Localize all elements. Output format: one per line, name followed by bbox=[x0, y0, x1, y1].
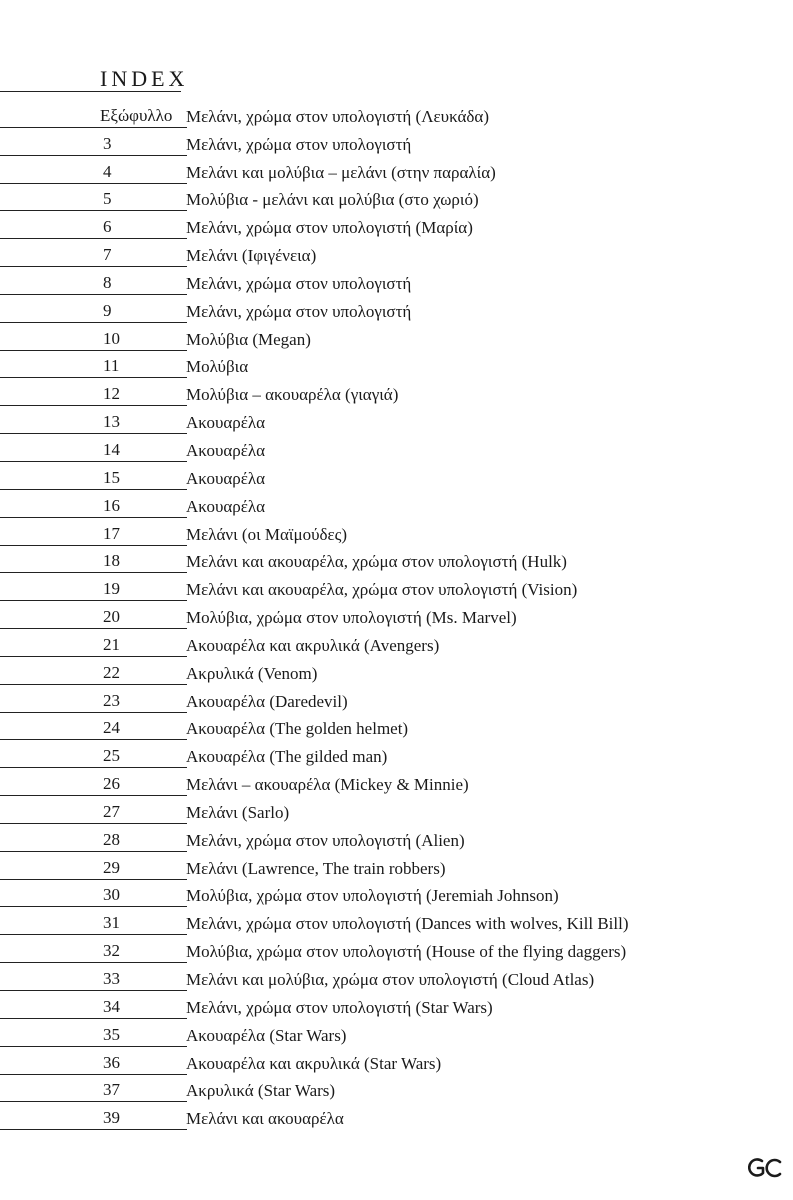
index-entry bbox=[0, 380, 793, 408]
entry-page-number: 12 bbox=[103, 384, 120, 404]
entry-description: Μολύβια (Megan) bbox=[186, 329, 311, 349]
entry-description: Μολύβια bbox=[186, 357, 249, 377]
entry-page-number: 27 bbox=[103, 801, 120, 821]
entry-page-number: 3 bbox=[103, 133, 112, 153]
entry-description: Ακουαρέλα (Daredevil) bbox=[186, 691, 348, 711]
entry-page-number: 13 bbox=[103, 412, 120, 432]
entry-page-rule bbox=[0, 967, 187, 991]
index-entry bbox=[0, 909, 793, 937]
entry-description: Μελάνι (Ιφιγένεια) bbox=[186, 246, 317, 266]
entry-page-number: 28 bbox=[103, 829, 120, 849]
index-entry bbox=[0, 464, 793, 492]
index-entry bbox=[0, 603, 793, 631]
entry-description: Ακρυλικά (Star Wars) bbox=[186, 1081, 336, 1101]
entry-page-rule bbox=[0, 939, 187, 963]
entry-description: Μελάνι, χρώμα στον υπολογιστή (Dances with wolves, Kill Bill) bbox=[186, 914, 629, 934]
entry-description: Μελάνι – ακουαρέλα (Mickey & Minnie) bbox=[186, 775, 469, 795]
index-entry bbox=[0, 575, 793, 603]
entry-description: Μελάνι (Lawrence, The train robbers) bbox=[186, 858, 446, 878]
index-entry bbox=[0, 826, 793, 854]
entry-page-number: 30 bbox=[103, 885, 120, 905]
entry-page-rule bbox=[0, 744, 187, 768]
entry-description: Μολύβια, χρώμα στον υπολογιστή (Ms. Marvel) bbox=[186, 608, 517, 628]
entry-description: Ακουαρέλα (The gilded man) bbox=[186, 747, 388, 767]
index-entry bbox=[0, 408, 793, 436]
index-entry bbox=[0, 186, 793, 214]
entry-page-rule bbox=[0, 410, 187, 434]
entry-page-rule bbox=[0, 299, 187, 323]
entry-description: Μελάνι, χρώμα στον υπολογιστή (Μαρία) bbox=[186, 218, 473, 238]
entry-page-number: 34 bbox=[103, 996, 120, 1016]
index-entry bbox=[0, 520, 793, 548]
entry-page-rule bbox=[0, 605, 187, 629]
index-entry bbox=[0, 436, 793, 464]
entry-page-rule bbox=[0, 494, 187, 518]
entry-page-rule bbox=[0, 271, 187, 295]
entry-page-rule bbox=[0, 104, 187, 128]
entry-description: Μελάνι και μολύβια, χρώμα στον υπολογιστή (Cloud Atlas) bbox=[186, 970, 595, 989]
entry-page-number: 11 bbox=[103, 356, 120, 376]
entry-page-rule bbox=[0, 327, 187, 351]
entry-page-number: 8 bbox=[103, 272, 112, 292]
entry-page-number: 15 bbox=[103, 467, 120, 487]
entry-page-rule bbox=[0, 633, 187, 657]
index-entry bbox=[0, 325, 793, 353]
entry-page-rule bbox=[0, 522, 187, 546]
entry-description: Μελάνι και μολύβια – μελάνι (στην παραλία) bbox=[186, 162, 496, 182]
entry-page-number: 14 bbox=[103, 439, 120, 459]
entry-page-rule bbox=[0, 577, 187, 601]
entry-page-rule bbox=[0, 132, 187, 156]
entry-page-rule bbox=[0, 800, 187, 824]
index-entry bbox=[0, 770, 793, 798]
index-title: INDEX bbox=[100, 66, 189, 91]
entry-description: Ακουαρέλα bbox=[186, 496, 266, 516]
entry-page-rule bbox=[0, 160, 187, 184]
index-entry bbox=[0, 158, 793, 186]
index-entry bbox=[0, 742, 793, 770]
entry-page-rule bbox=[0, 883, 187, 907]
entry-page-number: 22 bbox=[103, 662, 120, 682]
entry-description: Μελάνι και ακουαρέλα, χρώμα στον υπολογιστή (Vision) bbox=[186, 580, 578, 600]
entry-description: Ακουαρέλα bbox=[186, 440, 266, 460]
entry-page-number: 21 bbox=[103, 634, 120, 654]
entry-description: Μελάνι, χρώμα στον υπολογιστή (Star Wars) bbox=[186, 997, 493, 1017]
index-entry bbox=[0, 102, 793, 130]
entry-page-number: 19 bbox=[103, 579, 120, 599]
entry-page-number: 39 bbox=[103, 1108, 120, 1128]
index-entry bbox=[0, 965, 793, 993]
entry-page-number: 18 bbox=[103, 551, 120, 571]
entry-page-rule bbox=[0, 438, 187, 462]
index-entry bbox=[0, 492, 793, 520]
index-entry bbox=[0, 882, 793, 910]
entry-page-number: 17 bbox=[103, 523, 120, 543]
entry-page-rule bbox=[0, 1051, 187, 1075]
index-entry bbox=[0, 715, 793, 743]
entry-description: Ακουαρέλα bbox=[186, 468, 266, 488]
entry-page-rule bbox=[0, 354, 187, 378]
entry-page-rule bbox=[0, 661, 187, 685]
entry-page-number: 35 bbox=[103, 1024, 120, 1044]
entry-page-rule bbox=[0, 1106, 187, 1130]
entry-page-number: 4 bbox=[103, 161, 112, 181]
entry-page-number: 10 bbox=[103, 328, 120, 348]
index-entry bbox=[0, 687, 793, 715]
entry-page-rule bbox=[0, 187, 187, 211]
entry-description: Μελάνι, χρώμα στον υπολογιστή bbox=[186, 134, 412, 154]
index-entry bbox=[0, 1077, 793, 1105]
entry-page-number: 5 bbox=[103, 189, 112, 209]
entry-page-number: Εξώφυλλο bbox=[100, 105, 173, 125]
entry-page-number: 29 bbox=[103, 857, 120, 877]
entry-description: Ακουαρέλα και ακρυλικά (Star Wars) bbox=[186, 1053, 442, 1073]
entry-page-rule bbox=[0, 689, 187, 713]
entry-page-rule bbox=[0, 215, 187, 239]
entry-page-number: 20 bbox=[103, 607, 120, 627]
entry-page-rule bbox=[0, 466, 187, 490]
entry-page-rule bbox=[0, 549, 187, 573]
entry-description: Μελάνι και ακουαρέλα, χρώμα στον υπολογιστή (Hulk) bbox=[186, 552, 567, 572]
entry-description: Ακρυλικά (Venom) bbox=[186, 663, 318, 683]
entry-page-number: 9 bbox=[103, 300, 112, 320]
index-entry bbox=[0, 854, 793, 882]
entry-page-number: 6 bbox=[103, 217, 112, 237]
index-entry bbox=[0, 1049, 793, 1077]
index-entry bbox=[0, 269, 793, 297]
entry-description: Μελάνι (Sarlo) bbox=[186, 802, 290, 822]
index-entry bbox=[0, 297, 793, 325]
entry-description: Μελάνι και ακουαρέλα bbox=[186, 1109, 344, 1129]
gc-logo-icon-svg bbox=[748, 1155, 784, 1181]
entry-page-number: 25 bbox=[103, 746, 120, 766]
index-entry bbox=[0, 130, 793, 158]
gc-logo-icon bbox=[748, 1155, 784, 1186]
entry-page-rule bbox=[0, 828, 187, 852]
entry-page-number: 31 bbox=[103, 913, 120, 933]
entry-page-number: 7 bbox=[103, 245, 112, 265]
entry-page-rule bbox=[0, 911, 187, 935]
entry-page-rule bbox=[0, 716, 187, 740]
entry-description: Ακουαρέλα (The golden helmet) bbox=[186, 719, 409, 739]
index-entry bbox=[0, 631, 793, 659]
index-entry bbox=[0, 241, 793, 269]
entry-page-number: 26 bbox=[103, 774, 120, 794]
index-entry bbox=[0, 213, 793, 241]
entry-description: Μολύβια - μελάνι και μολύβια (στο χωριό) bbox=[186, 190, 479, 210]
entry-description: Μολύβια – ακουαρέλα (γιαγιά) bbox=[186, 385, 399, 405]
entry-description: Μελάνι (οι Μαϊμούδες) bbox=[186, 524, 348, 544]
index-entry bbox=[0, 548, 793, 576]
entry-page-number: 33 bbox=[103, 969, 120, 988]
entry-page-rule bbox=[0, 1078, 187, 1102]
entry-page-rule bbox=[0, 382, 187, 406]
entry-page-rule bbox=[0, 772, 187, 796]
entry-page-rule bbox=[0, 856, 187, 880]
index-entry bbox=[0, 798, 793, 826]
index-entry bbox=[0, 353, 793, 381]
entry-description: Μελάνι, χρώμα στον υπολογιστή bbox=[186, 301, 412, 321]
entry-description: Ακουαρέλα (Star Wars) bbox=[186, 1025, 347, 1045]
index-entry bbox=[0, 1104, 793, 1132]
entry-page-number: 32 bbox=[103, 941, 120, 961]
entry-page-number: 16 bbox=[103, 495, 120, 515]
entry-description: Μελάνι, χρώμα στον υπολογιστή bbox=[186, 273, 412, 293]
entry-description: Μελάνι, χρώμα στον υπολογιστή (Λευκάδα) bbox=[186, 106, 489, 126]
entry-page-number: 36 bbox=[103, 1052, 120, 1072]
entry-page-rule bbox=[0, 243, 187, 267]
entry-page-number: 37 bbox=[103, 1080, 120, 1100]
index-entry bbox=[0, 993, 793, 1021]
index-entry bbox=[0, 659, 793, 687]
entry-page-rule bbox=[0, 1023, 187, 1047]
entry-description: Ακουαρέλα bbox=[186, 413, 266, 433]
entry-description: Ακουαρέλα και ακρυλικά (Avengers) bbox=[186, 635, 440, 655]
index-list bbox=[0, 102, 793, 1132]
entry-page-number: 24 bbox=[103, 718, 120, 738]
index-entry bbox=[0, 1021, 793, 1049]
index-entry bbox=[0, 937, 793, 965]
entry-description: Μελάνι, χρώμα στον υπολογιστή (Alien) bbox=[186, 830, 465, 850]
entry-description: Μολύβια, χρώμα στον υπολογιστή (House of the flying daggers) bbox=[186, 942, 627, 962]
entry-description: Μολύβια, χρώμα στον υπολογιστή (Jeremiah Johnson) bbox=[186, 886, 559, 906]
entry-page-number: 23 bbox=[103, 690, 120, 710]
title-underline bbox=[0, 91, 181, 92]
entry-page-rule bbox=[0, 995, 187, 1019]
